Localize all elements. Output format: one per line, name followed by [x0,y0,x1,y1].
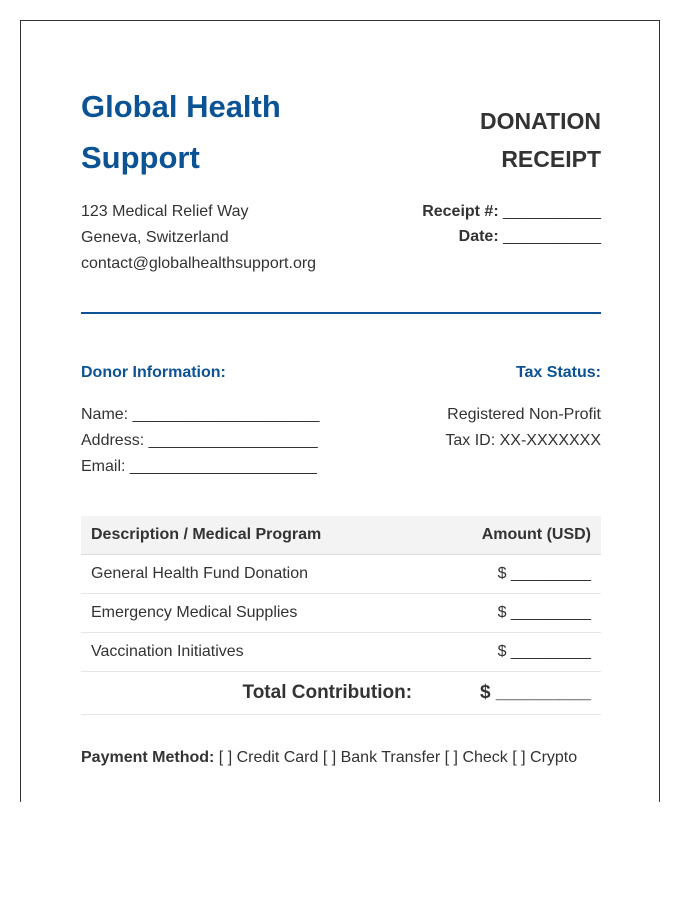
total-row [81,672,601,715]
donation-table [81,516,601,715]
tax-id-value: Tax ID: XX-XXXXXXX [445,432,601,449]
title-line2: RECEIPT [501,146,601,172]
tax-status-title: Tax Status: [515,364,601,381]
donor-fields [81,402,381,480]
donor-email-field: Email: _____________________ [81,458,317,475]
table-row [81,594,601,633]
receipt-number-value: ___________ [503,203,601,220]
date-field [361,224,601,249]
title-line1: DONATION [480,108,601,134]
column-header-description: Description / Medical Program [91,526,322,543]
payment-method [81,745,581,770]
total-label: Total Contribution: [242,682,413,703]
receipt-number-field [361,199,601,224]
row-description: General Health Fund Donation [91,565,309,582]
header-divider [81,312,601,314]
tax-fields [361,402,601,454]
table-row [81,555,601,594]
row-amount: $ _________ [497,604,591,621]
row-description: Emergency Medical Supplies [91,604,298,621]
org-name-line2: Support [81,140,200,175]
date-value: ___________ [503,228,601,245]
payment-method-options: [ ] Credit Card [ ] Bank Transfer [ ] Check [ ] Crypto [218,749,578,766]
table-row [81,633,601,672]
column-header-amount: Amount (USD) [481,526,591,543]
row-amount: $ _________ [497,643,591,660]
table-header [81,516,601,555]
organization-address [81,199,381,277]
donor-address-field: Address: ___________________ [81,432,318,449]
payment-method-label: Payment Method: [81,749,215,766]
tax-status-value: Registered Non-Profit [447,406,601,423]
date-label: Date: [458,228,499,245]
receipt-number-label: Receipt #: [422,203,499,220]
row-amount: $ _________ [497,565,591,582]
org-name-line1: Global Health [81,89,281,124]
donor-name-field: Name: _____________________ [81,406,320,423]
address-line-email: contact@globalhealthsupport.org [81,255,317,272]
donor-info-title: Donor Information: [81,364,226,381]
address-line-city: Geneva, Switzerland [81,229,229,246]
organization-name [81,81,381,183]
total-value: $ _________ [480,682,591,703]
receipt-meta [361,199,601,249]
row-description: Vaccination Initiatives [91,643,244,660]
document-title [381,102,601,178]
receipt-page [20,20,660,802]
address-line-street: 123 Medical Relief Way [81,203,249,220]
